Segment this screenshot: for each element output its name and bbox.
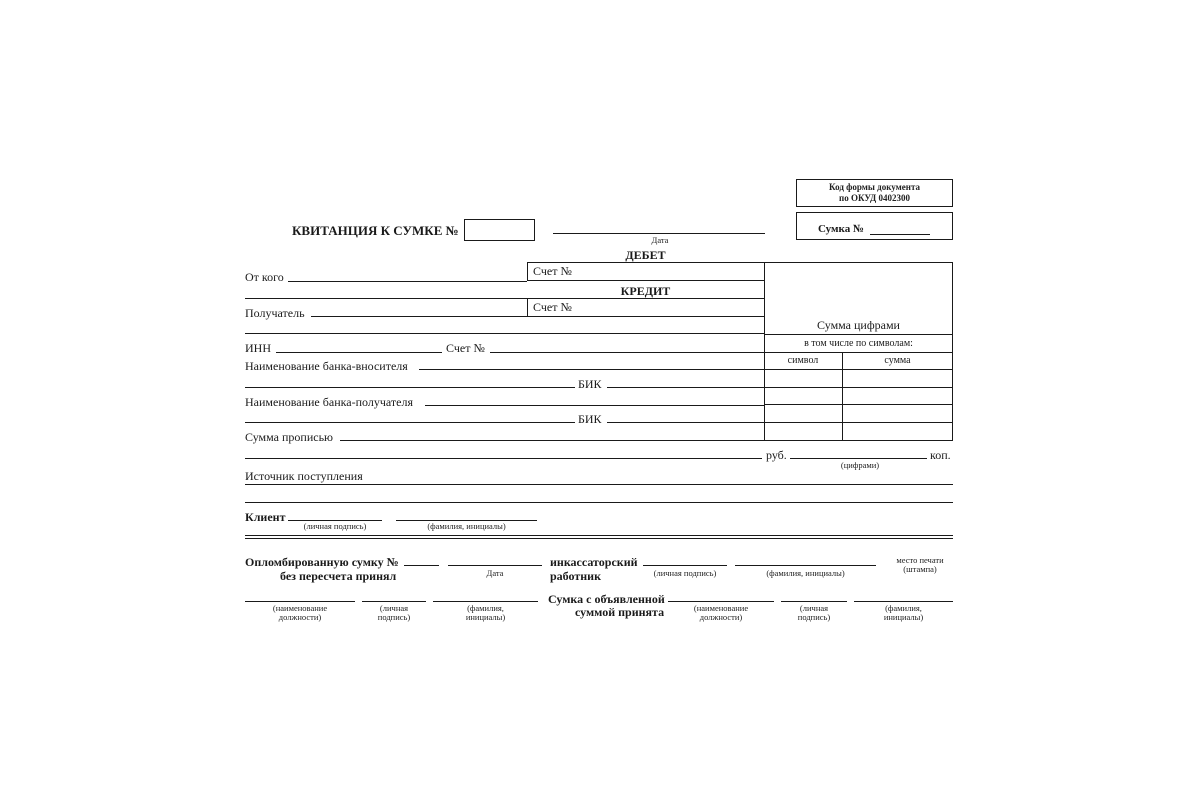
table-row [764, 369, 953, 370]
credit-heading: КРЕДИТ [620, 284, 671, 298]
bik2-field[interactable] [607, 422, 764, 423]
name-caption-left-2: инициалы) [465, 612, 506, 622]
income-source-field-2[interactable] [245, 502, 953, 503]
depositor-bank-field-2[interactable] [245, 387, 575, 388]
sealed-date-field[interactable] [448, 565, 542, 566]
credit-account-label: Счет № [533, 300, 572, 314]
form-code-line1: Код формы документа [829, 182, 920, 192]
signature-caption-left-1: (личная [379, 603, 409, 613]
signature-field-left[interactable] [362, 601, 426, 602]
name-field-left[interactable] [433, 601, 538, 602]
sealed-date-caption: Дата [486, 568, 504, 578]
page-title: КВИТАНЦИЯ К СУМКЕ № [292, 223, 459, 238]
digits-caption: (цифрами) [840, 460, 880, 470]
recipient-bank-field-2[interactable] [245, 422, 575, 423]
separator-line [245, 535, 953, 536]
collector-name-field[interactable] [735, 565, 876, 566]
bik1-field[interactable] [607, 387, 764, 388]
from-whom-label: От кого [245, 270, 284, 284]
client-name-caption: (фамилия, инициалы) [427, 521, 506, 531]
table-row [764, 387, 953, 388]
client-signature-caption: (личная подпись) [303, 521, 367, 531]
collector-signature-field[interactable] [643, 565, 727, 566]
client-label: Клиент [245, 510, 286, 524]
position-caption-left-1: (наименование [272, 603, 328, 613]
date-field[interactable] [553, 233, 765, 234]
position-caption-left-2: должности) [278, 612, 322, 622]
table-column-divider [842, 352, 843, 441]
depositor-bank-field[interactable] [419, 369, 764, 370]
recipient-label: Получатель [245, 306, 305, 320]
table-divider [764, 334, 953, 335]
from-whom-field-2[interactable] [245, 298, 527, 299]
stamp-place-line1: место печати [896, 555, 944, 565]
debit-account-label: Счет № [533, 264, 572, 278]
inn-field[interactable] [276, 352, 442, 353]
debit-heading: ДЕБЕТ [625, 248, 666, 262]
recipient-bank-field[interactable] [425, 405, 764, 406]
signature-caption-left-2: подпись) [377, 612, 411, 622]
date-caption: Дата [651, 235, 669, 245]
stamp-place-line2: (штампа) [903, 564, 937, 574]
sealed-bag-label-2: без пересчета принял [280, 569, 397, 583]
name-caption-left-1: (фамилия, [467, 603, 504, 613]
recipient-field[interactable] [311, 316, 527, 317]
separator-line [245, 538, 953, 539]
table-row [764, 404, 953, 405]
kop-label: коп. [930, 448, 951, 462]
recipient-field-2[interactable] [245, 333, 764, 334]
collector-label-2: работник [550, 569, 601, 583]
sum-number-line[interactable] [870, 234, 930, 235]
account-field[interactable] [490, 352, 764, 353]
col-sum-header: сумма [884, 355, 911, 366]
signature-caption-right-1: (личная [799, 603, 829, 613]
bik1-label: БИК [578, 377, 602, 391]
table-row [764, 422, 953, 423]
name-caption-right-1: (фамилия, [885, 603, 922, 613]
declared-bag-label-2: суммой принята [575, 605, 665, 619]
collector-label-1: инкассаторский [550, 555, 638, 569]
amount-words-label: Сумма прописью [245, 430, 334, 444]
income-source-field[interactable] [245, 484, 953, 485]
title-sum-number-field[interactable] [464, 219, 535, 241]
amount-words-field[interactable] [340, 440, 764, 441]
signature-field-right[interactable] [781, 601, 847, 602]
position-caption-right-2: должности) [699, 612, 743, 622]
sealed-bag-number-field[interactable] [404, 565, 439, 566]
bik2-label: БИК [578, 412, 602, 426]
amount-digits-label: Сумма цифрами [817, 318, 900, 332]
sum-number-label: Сумка № [818, 223, 864, 235]
depositor-bank-label: Наименование банка-вносителя [245, 359, 408, 373]
from-whom-field[interactable] [288, 281, 527, 282]
rub-label: руб. [766, 448, 787, 462]
amount-words-field-2[interactable] [245, 458, 762, 459]
recipient-bank-label: Наименование банка-получателя [245, 395, 413, 409]
digits-field[interactable] [790, 458, 927, 459]
declared-bag-label-1: Сумка с объявленной [548, 592, 665, 606]
position-field-left[interactable] [245, 601, 355, 602]
col-symbol-header: символ [787, 355, 819, 366]
name-field-right[interactable] [854, 601, 953, 602]
position-field-right[interactable] [668, 601, 774, 602]
account-label: Счет № [446, 341, 485, 355]
including-label: в том числе по символам: [804, 338, 913, 349]
inn-label: ИНН [245, 341, 271, 355]
form-code-line2: по ОКУД 0402300 [839, 193, 910, 203]
signature-caption-right-2: подпись) [797, 612, 831, 622]
position-caption-right-1: (наименование [693, 603, 749, 613]
name-caption-right-2: инициалы) [883, 612, 924, 622]
collector-name-caption: (фамилия, инициалы) [766, 568, 845, 578]
table-divider [764, 352, 953, 353]
income-source-label: Источник поступления [245, 469, 363, 483]
sealed-bag-label-1: Опломбированную сумку № [245, 555, 399, 569]
collector-signature-caption: (личная подпись) [653, 568, 717, 578]
